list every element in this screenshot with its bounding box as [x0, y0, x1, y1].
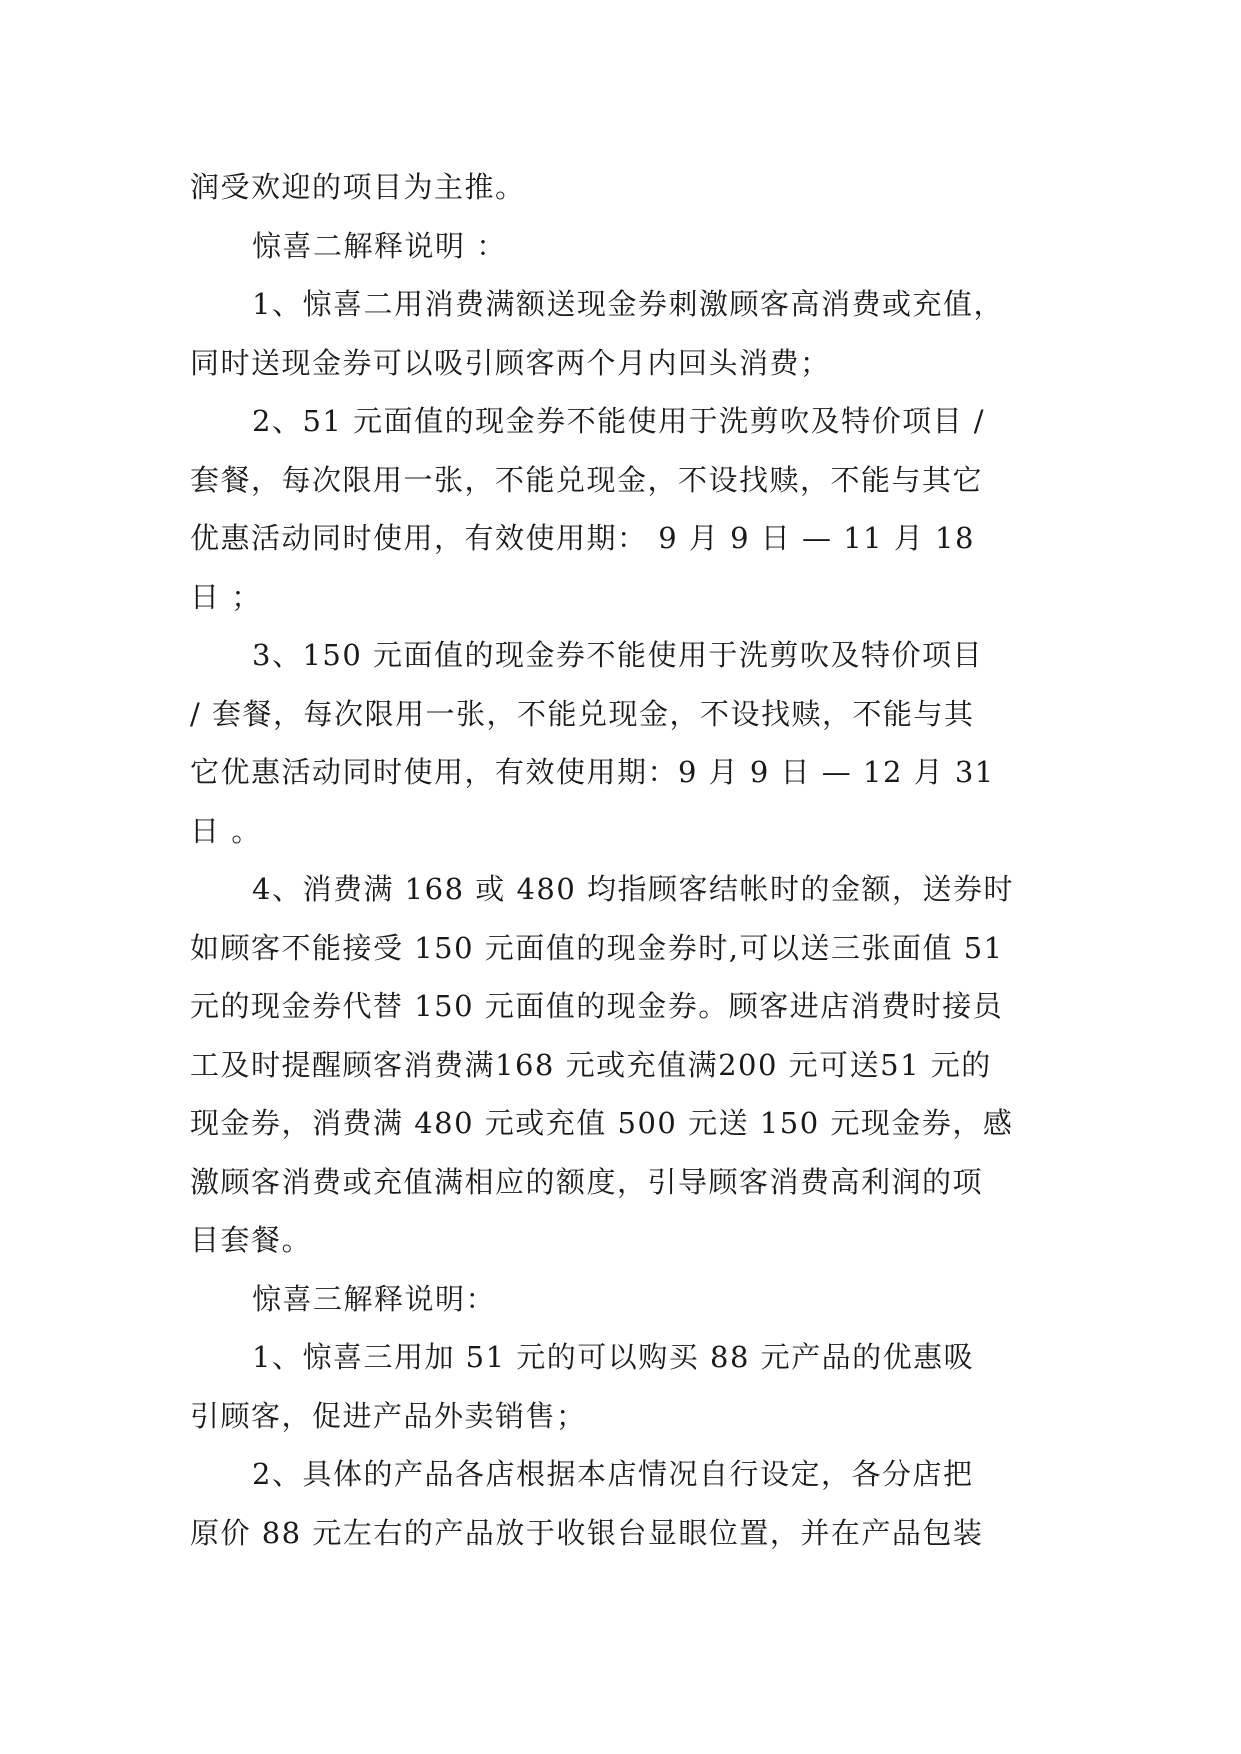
text-line: 1、惊喜三用加 51 元的可以购买 88 元产品的优惠吸: [252, 1340, 975, 1374]
text-line: 它优惠活动同时使用，有效使用期：9 月 9 日 — 12 月 31: [190, 755, 995, 789]
text-line: 原价 88 元左右的产品放于收银台显眼位置，并在产品包装: [190, 1515, 984, 1550]
text-line: 2、51 元面值的现金券不能使用于洗剪吹及特价项目 /: [252, 404, 986, 438]
text-line: 惊喜二解释说明 ：: [252, 228, 507, 263]
text-line: 引顾客，促进产品外卖销售；: [190, 1398, 587, 1433]
text-line: 目套餐。: [190, 1223, 313, 1257]
text-line: 套餐，每次限用一张，不能兑现金，不设找赎，不能与其它: [190, 462, 984, 497]
text-line: 润受欢迎的项目为主推。: [190, 170, 526, 204]
text-line: 惊喜三解释说明：: [252, 1281, 497, 1316]
text-line: 如顾客不能接受 150 元面值的现金券时,可以送三张面值 51: [190, 930, 1004, 965]
text-line: 工及时提醒顾客消费满168 元或充值满200 元可送51 元的: [190, 1047, 992, 1082]
text-line: 3、150 元面值的现金券不能使用于洗剪吹及特价项目: [252, 638, 984, 672]
document-body: [190, 158, 1060, 1562]
text-line: 现金券，消费满 480 元或充值 500 元送 150 元现金券，感: [190, 1106, 1014, 1140]
text-line: 日 ；: [190, 579, 262, 614]
text-line: 2、具体的产品各店根据本店情况自行设定，各分店把: [252, 1457, 974, 1491]
text-line: / 套餐，每次限用一张，不能兑现金，不设找赎，不能与其: [190, 696, 975, 731]
text-line: 激顾客消费或充值满相应的额度，引导顾客消费高利润的项: [190, 1164, 984, 1199]
text-line: 元的现金券代替 150 元面值的现金券。顾客进店消费时接员: [190, 989, 1004, 1023]
text-line: 优惠活动同时使用，有效使用期： 9 月 9 日 — 11 月 18: [190, 521, 975, 555]
text-line: 1、惊喜二用消费满额送现金券刺激顾客高消费或充值，: [252, 287, 1004, 321]
text-line: 日 。: [190, 813, 262, 848]
text-line: 同时送现金券可以吸引顾客两个月内回头消费；: [190, 345, 831, 380]
text-line: 4、消费满 168 或 480 均指顾客结帐时的金额，送券时: [252, 872, 1015, 906]
